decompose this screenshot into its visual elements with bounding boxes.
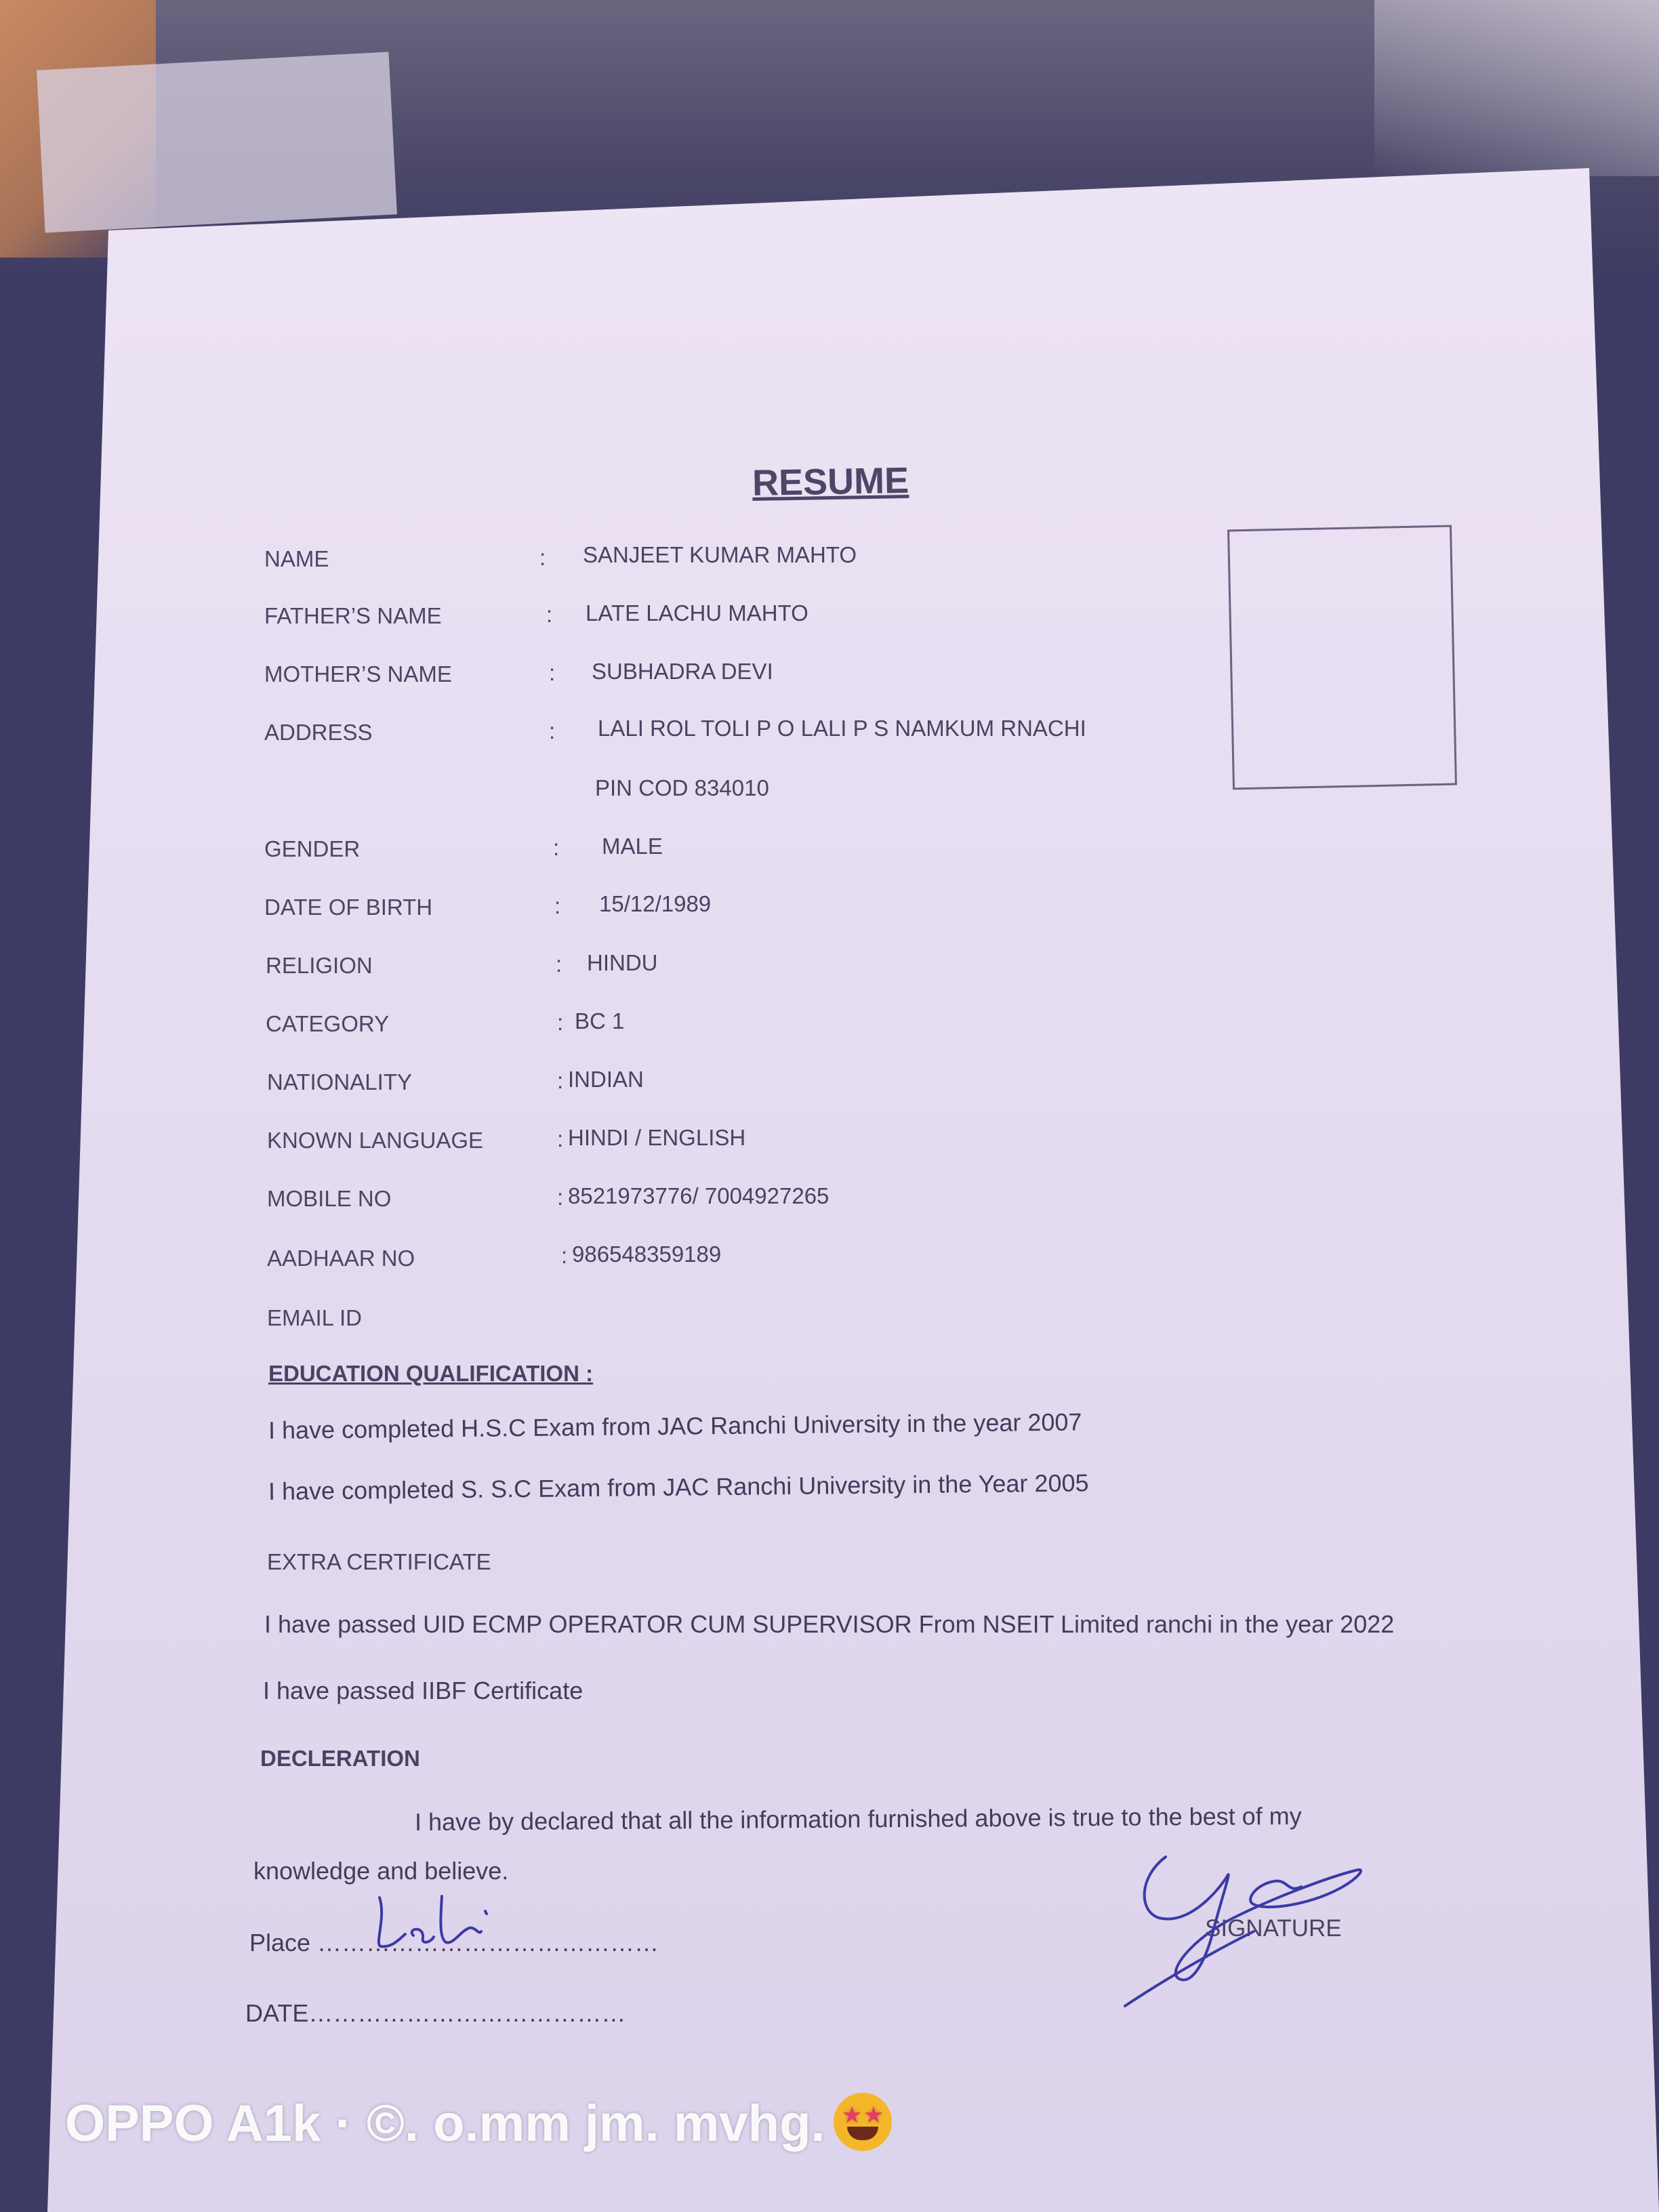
declaration-heading: DECLERATION	[260, 1746, 420, 1771]
field-value-address: LALI ROL TOLI P O LALI P S NAMKUM RNACHI	[598, 716, 1086, 741]
background-paper	[37, 52, 397, 233]
star-eyes-emoji-icon: ★ ★	[834, 2093, 892, 2151]
field-colon: :	[549, 660, 556, 685]
field-colon: :	[561, 1243, 568, 1268]
date-line: DATE…………………………………	[245, 1999, 626, 2027]
field-colon: :	[557, 1126, 564, 1151]
extra-certificate-heading: EXTRA CERTIFICATE	[267, 1549, 491, 1574]
field-value-name: SANJEET KUMAR MAHTO	[583, 542, 857, 567]
field-label-gender: GENDER	[264, 836, 361, 861]
field-label-mother: MOTHER’S NAME	[264, 661, 452, 687]
field-colon: :	[546, 602, 553, 627]
field-value-gender: MALE	[602, 834, 663, 859]
field-colon: :	[549, 718, 556, 743]
field-label-nationality: NATIONALITY	[267, 1069, 412, 1094]
extra-certificate-line-2: I have passed IIBF Certificate	[263, 1677, 583, 1704]
field-value-language: HINDI / ENGLISH	[568, 1125, 746, 1150]
field-value-category: BC 1	[575, 1008, 625, 1033]
field-value-aadhaar: 986548359189	[572, 1242, 722, 1267]
field-colon: :	[553, 835, 560, 860]
field-colon: :	[557, 1010, 564, 1035]
field-value-mobile: 8521973776/ 7004927265	[568, 1183, 830, 1208]
field-value-religion: HINDU	[587, 950, 658, 975]
field-label-name: NAME	[264, 546, 329, 571]
resume-title: RESUME	[752, 459, 909, 504]
declaration-line-1: I have by declared that all the information furnished above is true to the best of my	[414, 1801, 1302, 1836]
field-label-mobile: MOBILE NO	[267, 1186, 392, 1211]
field-label-category: CATEGORY	[266, 1011, 390, 1036]
field-label-language: KNOWN LANGUAGE	[267, 1128, 484, 1153]
place-handwriting	[366, 1884, 501, 1959]
education-line-1: I have completed H.S.C Exam from JAC Ranchi University in the year 2007	[268, 1408, 1082, 1444]
field-colon: :	[554, 893, 561, 918]
place-line: Place ……………………………………	[249, 1929, 659, 1957]
field-value-pin: PIN COD 834010	[595, 775, 769, 800]
background-light	[1374, 0, 1659, 176]
field-value-nationality: INDIAN	[568, 1067, 644, 1092]
field-label-dob: DATE OF BIRTH	[264, 895, 433, 920]
field-value-dob: 15/12/1989	[599, 891, 712, 916]
signature-handwriting	[1111, 1816, 1382, 2013]
declaration-line-2: knowledge and believe.	[253, 1857, 509, 1885]
field-label-email: EMAIL ID	[267, 1305, 362, 1330]
education-heading: EDUCATION QUALIFICATION :	[268, 1361, 594, 1386]
extra-certificate-line-1: I have passed UID ECMP OPERATOR CUM SUPERVISOR From NSEIT Limited ranchi in the year 2022	[264, 1610, 1395, 1638]
field-value-father: LATE LACHU MAHTO	[586, 600, 808, 626]
field-label-father: FATHER’S NAME	[264, 603, 442, 628]
photo-placeholder	[1227, 525, 1457, 790]
field-colon: :	[539, 545, 546, 570]
education-line-2: I have completed S. S.C Exam from JAC Ranchi University in the Year 2005	[268, 1469, 1089, 1505]
field-label-address: ADDRESS	[264, 720, 373, 745]
camera-watermark	[65, 2094, 892, 2156]
signature-label: SIGNATURE	[1205, 1915, 1342, 1942]
field-label-religion: RELIGION	[266, 953, 373, 978]
field-colon: :	[557, 1068, 564, 1093]
field-colon: :	[556, 951, 562, 977]
watermark-text: OPPO A1k · ©. o.mm jm. mvhg.	[65, 2095, 825, 2152]
field-label-aadhaar: AADHAAR NO	[267, 1246, 415, 1271]
field-colon: :	[557, 1185, 564, 1210]
field-value-mother: SUBHADRA DEVI	[592, 659, 773, 684]
